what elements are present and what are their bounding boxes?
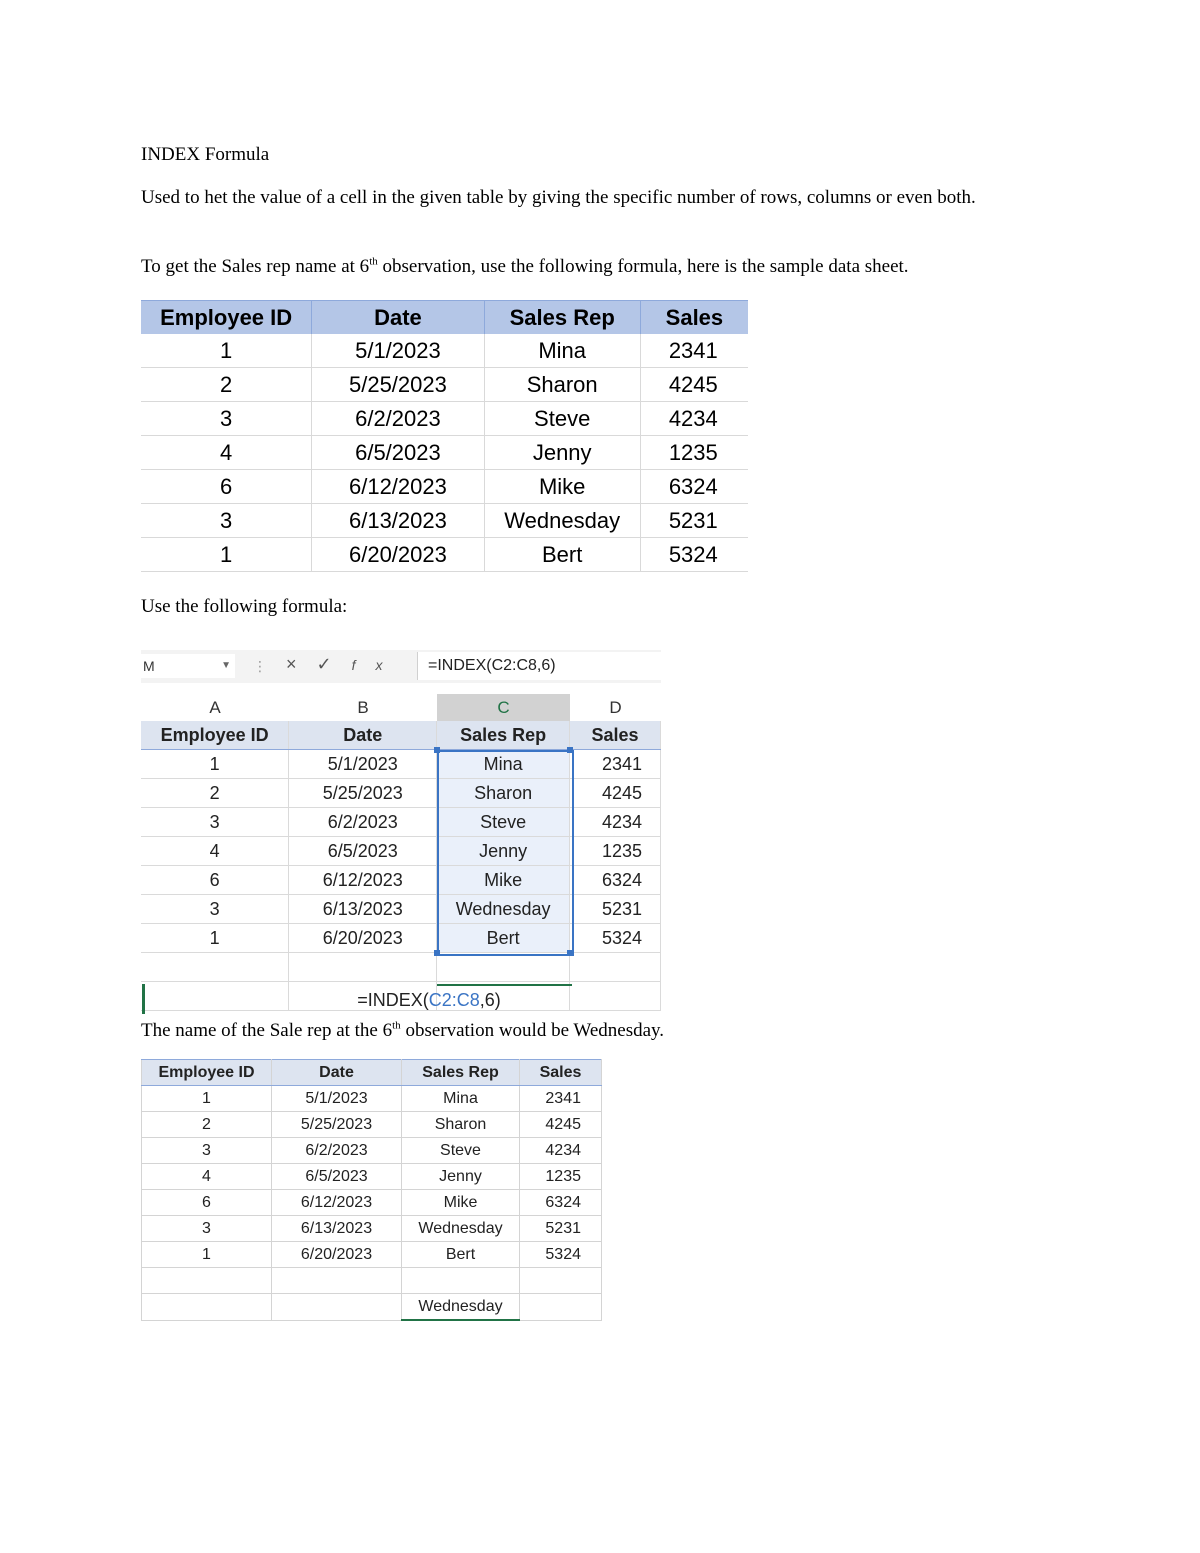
cell-header: Sales Rep	[402, 1060, 520, 1086]
cell-header[interactable]: Sales Rep	[437, 721, 570, 750]
cell-date: 6/13/2023	[312, 504, 484, 538]
table-row	[141, 368, 748, 402]
cell-header[interactable]: Sales	[570, 721, 661, 750]
cell-date: 5/1/2023	[272, 1086, 402, 1112]
cell-employee-id[interactable]: 4	[141, 837, 289, 866]
cell-sales-rep[interactable]: Mike	[437, 866, 570, 895]
cell-header: Sales	[520, 1060, 602, 1086]
sheet-row	[141, 895, 661, 924]
cell-date: 6/2/2023	[312, 402, 484, 436]
cell-sales-rep[interactable]: Steve	[437, 808, 570, 837]
cell-employee-id: 3	[142, 1216, 272, 1242]
cell-sales: 4245	[520, 1112, 602, 1138]
empty-cell[interactable]	[570, 953, 661, 982]
table-row	[142, 1190, 602, 1216]
cell-sales[interactable]: 5231	[570, 895, 661, 924]
cell-sales[interactable]: 4245	[570, 779, 661, 808]
empty-cell	[272, 1268, 402, 1294]
cell-header[interactable]: Employee ID	[141, 721, 289, 750]
sheet-row	[141, 866, 661, 895]
enter-icon[interactable]: ✓	[316, 654, 352, 674]
cell-sales: 5324	[520, 1242, 602, 1268]
cell-header: Date	[272, 1060, 402, 1086]
cell-employee-id[interactable]: 3	[141, 895, 289, 924]
sheet-row	[141, 808, 661, 837]
table-row	[141, 504, 748, 538]
cell-sales: 5324	[640, 538, 748, 572]
cell-sales-rep: Mike	[402, 1190, 520, 1216]
use-formula-label: Use the following formula:	[141, 596, 348, 617]
header-date: Date	[312, 301, 484, 335]
cell-sales-rep: Wednesday	[402, 1216, 520, 1242]
result-row	[142, 1294, 602, 1321]
cell-sales-rep[interactable]: Wednesday	[437, 895, 570, 924]
active-cell-marker	[142, 984, 145, 1014]
cell-sales: 5231	[640, 504, 748, 538]
cell-header[interactable]: Date	[289, 721, 437, 750]
empty-cell	[520, 1268, 602, 1294]
cell-sales-rep: Bert	[484, 538, 640, 572]
sheet-row	[141, 924, 661, 953]
cell-header: Employee ID	[142, 1060, 272, 1086]
empty-cell	[520, 1294, 602, 1321]
cell-employee-id[interactable]: 1	[141, 750, 289, 779]
sheet-row	[141, 837, 661, 866]
cell-sales: 1235	[640, 436, 748, 470]
sheet-row	[141, 779, 661, 808]
heading: INDEX Formula	[141, 144, 270, 165]
cell-sales: 2341	[640, 334, 748, 368]
cell-employee-id: 1	[141, 538, 312, 572]
header-sales-rep: Sales Rep	[484, 301, 640, 335]
intro-text: To get the Sales rep name at 6th observation, use the following formula, here is the sample data sheet.	[141, 255, 909, 277]
cell-employee-id[interactable]: 3	[141, 808, 289, 837]
cell-sales-rep: Sharon	[484, 368, 640, 402]
table-row	[141, 334, 748, 368]
cell-employee-id: 4	[141, 436, 312, 470]
function-icon[interactable]: fx	[351, 657, 403, 673]
cell-employee-id[interactable]: 2	[141, 779, 289, 808]
column-header-a[interactable]: A	[141, 694, 289, 721]
formula-actions	[286, 654, 403, 675]
table-row	[141, 436, 748, 470]
header-employee-id: Employee ID	[141, 301, 312, 335]
chevron-down-icon[interactable]: ▼	[221, 660, 231, 671]
excel-screenshot	[141, 650, 661, 1018]
cell-date[interactable]: 6/5/2023	[289, 837, 437, 866]
cell-sales: 4245	[640, 368, 748, 402]
cell-sales-rep[interactable]: Bert	[437, 924, 570, 953]
cell-sales[interactable]: 6324	[570, 866, 661, 895]
cell-sales-rep[interactable]: Mina	[437, 750, 570, 779]
table-row	[142, 1086, 602, 1112]
empty-cell	[142, 1268, 272, 1294]
column-header-c[interactable]: C	[437, 694, 570, 723]
cell-employee-id[interactable]: 6	[141, 866, 289, 895]
table-row	[141, 402, 748, 436]
sheet-row-empty	[141, 953, 661, 982]
table-row	[141, 538, 748, 572]
cell-sales-rep: Mina	[484, 334, 640, 368]
sheet-row	[141, 750, 661, 779]
cell-date[interactable]: 6/12/2023	[289, 866, 437, 895]
cell-date: 6/13/2023	[272, 1216, 402, 1242]
formula-bar	[141, 650, 661, 683]
cell-employee-id: 4	[142, 1164, 272, 1190]
cell-date[interactable]: 5/1/2023	[289, 750, 437, 779]
more-icon: ⋮	[253, 658, 267, 674]
range-handle[interactable]	[434, 747, 440, 753]
cell-sales: 4234	[520, 1138, 602, 1164]
cell-sales[interactable]: 4234	[570, 808, 661, 837]
cell-sales-rep[interactable]: Jenny	[437, 837, 570, 866]
table-row	[142, 1242, 602, 1268]
cell-date: 5/25/2023	[272, 1112, 402, 1138]
cell-date[interactable]: 6/13/2023	[289, 895, 437, 924]
cell-sales-rep[interactable]: Sharon	[437, 779, 570, 808]
cell-employee-id[interactable]: 1	[141, 924, 289, 953]
cell-employee-id: 6	[142, 1190, 272, 1216]
cell-date: 5/1/2023	[312, 334, 484, 368]
cell-date[interactable]: 5/25/2023	[289, 779, 437, 808]
cell-date: 5/25/2023	[312, 368, 484, 402]
table-row-empty	[142, 1268, 602, 1294]
sheet-grid	[141, 721, 661, 1011]
empty-cell[interactable]	[437, 953, 570, 982]
cell-sales: 6324	[640, 470, 748, 504]
cell-sales-rep: Steve	[484, 402, 640, 436]
empty-cell[interactable]	[570, 982, 661, 1011]
cell-employee-id: 3	[142, 1138, 272, 1164]
result-table	[141, 1059, 602, 1321]
cell-employee-id: 1	[141, 334, 312, 368]
table-row	[142, 1112, 602, 1138]
cell-sales[interactable]: 5324	[570, 924, 661, 953]
table-row	[142, 1216, 602, 1242]
empty-cell	[402, 1268, 520, 1294]
name-box[interactable]: M ▼	[141, 654, 235, 678]
empty-cell	[142, 1294, 272, 1321]
column-header-b[interactable]: B	[289, 694, 437, 721]
cell-employee-id: 2	[142, 1112, 272, 1138]
formula-cell[interactable]: =INDEX(C2:C8,6)	[357, 990, 501, 1010]
cell-sales: 6324	[520, 1190, 602, 1216]
cell-sales: 5231	[520, 1216, 602, 1242]
sample-data-table	[141, 300, 748, 572]
cell-sales: 2341	[520, 1086, 602, 1112]
cell-sales: 4234	[640, 402, 748, 436]
table-row	[142, 1138, 602, 1164]
header-sales: Sales	[640, 301, 748, 335]
cell-sales-rep: Jenny	[402, 1164, 520, 1190]
cell-sales-rep: Jenny	[484, 436, 640, 470]
cell-employee-id: 3	[141, 504, 312, 538]
result-header-row	[142, 1060, 602, 1086]
cell-employee-id: 1	[142, 1086, 272, 1112]
table-row	[141, 470, 748, 504]
description: Used to het the value of a cell in the given table by giving the specific number of rows, columns or even both.	[141, 187, 976, 208]
cell-sales-rep: Steve	[402, 1138, 520, 1164]
cell-date: 6/12/2023	[272, 1190, 402, 1216]
empty-cell	[272, 1294, 402, 1321]
result-cell: Wednesday	[402, 1294, 520, 1321]
cell-sales-rep: Bert	[402, 1242, 520, 1268]
cell-date: 6/2/2023	[272, 1138, 402, 1164]
cancel-icon[interactable]: ×	[286, 654, 317, 674]
range-handle[interactable]	[434, 950, 440, 956]
cell-date: 6/5/2023	[272, 1164, 402, 1190]
cell-sales: 1235	[520, 1164, 602, 1190]
cell-date: 6/5/2023	[312, 436, 484, 470]
sheet-header-row	[141, 721, 661, 750]
selected-range	[437, 750, 574, 956]
cell-date[interactable]: 6/20/2023	[289, 924, 437, 953]
empty-cell[interactable]	[141, 953, 289, 982]
cell-sales-rep: Mike	[484, 470, 640, 504]
column-header-d[interactable]: D	[570, 694, 661, 721]
conclusion-text: The name of the Sale rep at the 6th observation would be Wednesday.	[141, 1019, 665, 1041]
formula-input[interactable]: =INDEX(C2:C8,6)	[417, 652, 661, 680]
cell-sales-rep: Wednesday	[484, 504, 640, 538]
cell-date: 6/20/2023	[272, 1242, 402, 1268]
table-row	[142, 1164, 602, 1190]
cell-employee-id: 3	[141, 402, 312, 436]
range-handle[interactable]	[567, 950, 573, 956]
cell-sales-rep: Mina	[402, 1086, 520, 1112]
cell-sales[interactable]: 1235	[570, 837, 661, 866]
cell-date: 6/12/2023	[312, 470, 484, 504]
table-header-row	[141, 301, 748, 335]
cell-sales[interactable]: 2341	[570, 750, 661, 779]
empty-cell[interactable]	[141, 982, 289, 1011]
cell-date: 6/20/2023	[312, 538, 484, 572]
cell-date[interactable]: 6/2/2023	[289, 808, 437, 837]
cell-employee-id: 6	[141, 470, 312, 504]
cell-sales-rep: Sharon	[402, 1112, 520, 1138]
cell-employee-id: 2	[141, 368, 312, 402]
cell-employee-id: 1	[142, 1242, 272, 1268]
range-handle[interactable]	[567, 747, 573, 753]
empty-cell[interactable]	[289, 953, 437, 982]
